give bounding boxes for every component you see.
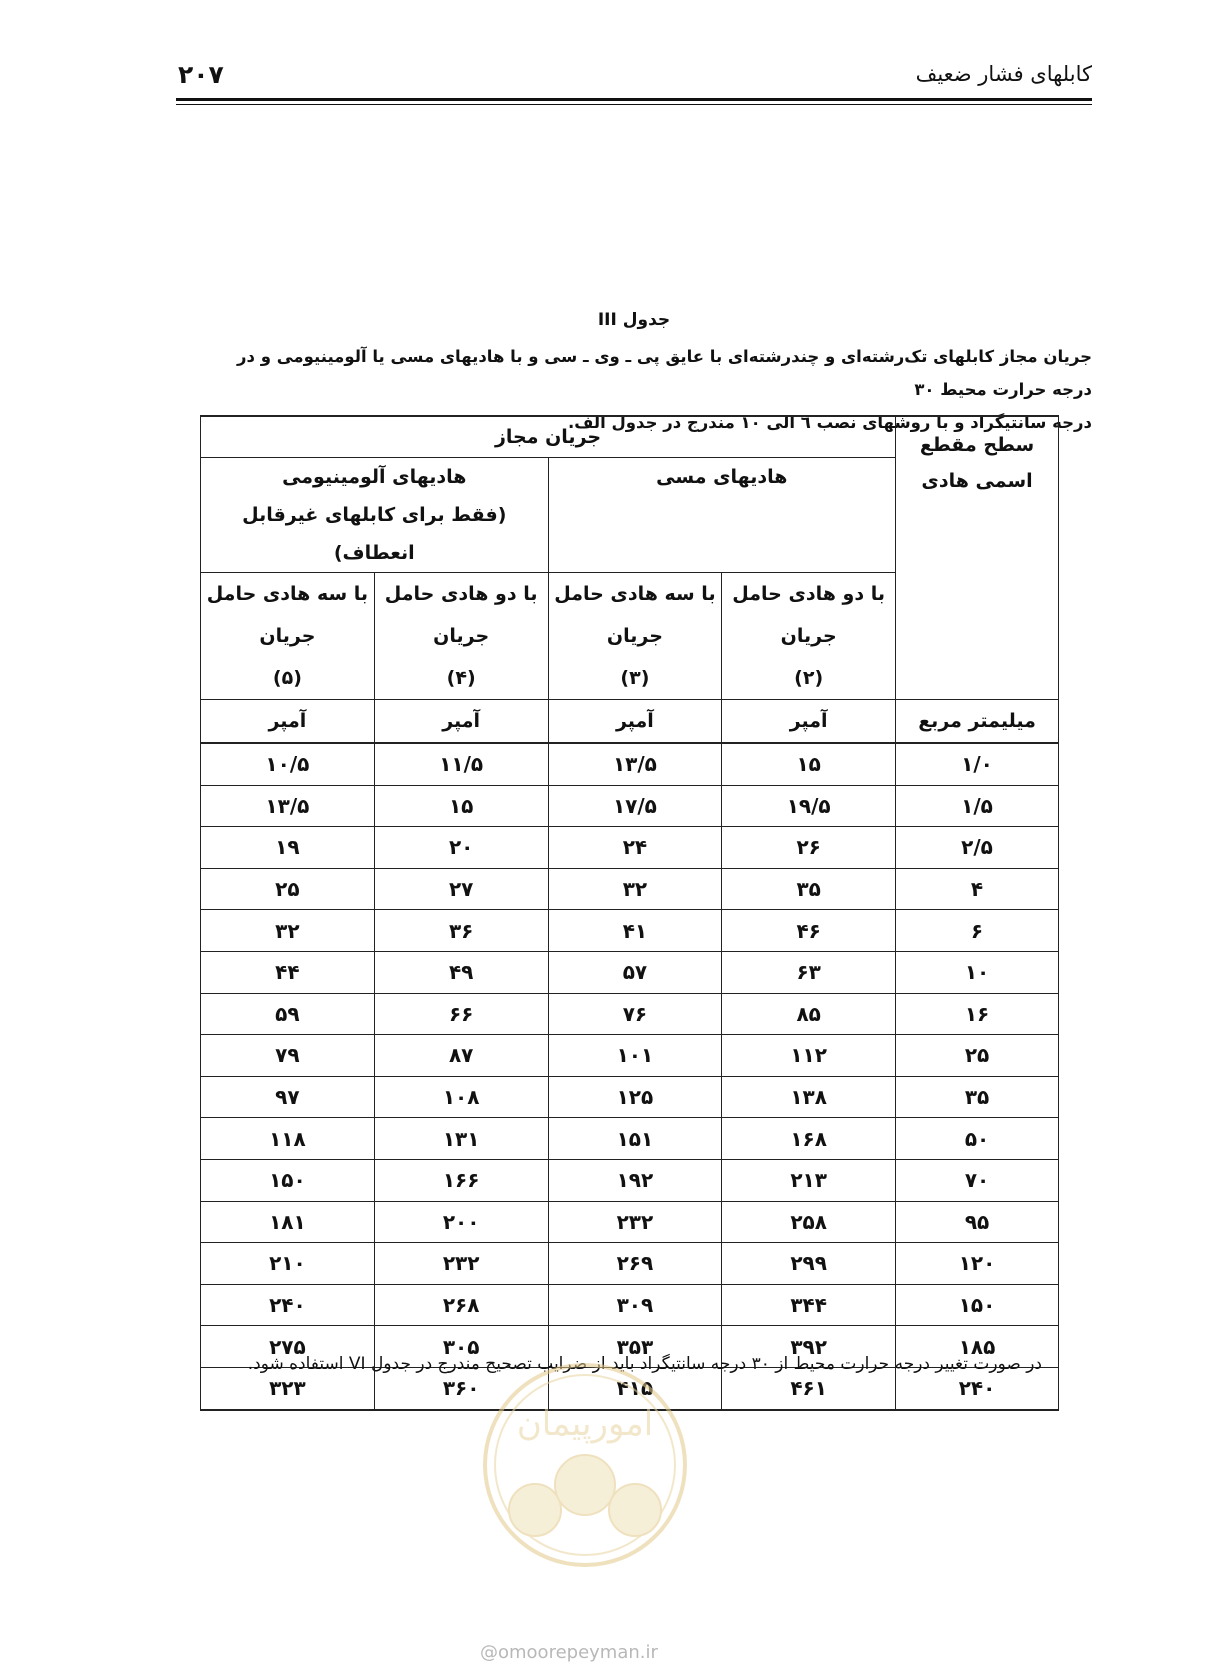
table-cell-col1: ۱۸۵: [896, 1326, 1059, 1368]
watermark-seal: [480, 1360, 690, 1570]
table-cell-col4: ۸۷: [374, 1035, 548, 1077]
watermark-text: امورپیمان: [516, 1404, 654, 1444]
header-rule-thin: [176, 104, 1092, 105]
table-cell-col4: ۳۰۵: [374, 1326, 548, 1368]
table-cell-col1: ۱/۵: [896, 785, 1059, 827]
table-cell-col4: ۲۶۸: [374, 1284, 548, 1326]
caption-line-2: درجه سانتیگراد و با روشهای نصب ٦ الی ۱۰ مندرج در جدول الف.: [567, 413, 1092, 432]
subheader-col4: [374, 573, 548, 700]
table-cell-col4: ۱۶۶: [374, 1159, 548, 1201]
table-cell-col2: ۳۹۲: [722, 1326, 896, 1368]
table-cell-col3: ۵۷: [548, 951, 722, 993]
aluminum-group-label: هادیهای آلومینیومی: [282, 466, 467, 488]
table-row: [201, 910, 1059, 952]
table-cell-col5: ۳۲۳: [201, 1367, 375, 1409]
table-row: [201, 868, 1059, 910]
table-cell-col3: ۲۴: [548, 827, 722, 869]
table-heading: جدول III: [597, 310, 671, 330]
table-cell-col1: ۴: [896, 868, 1059, 910]
table-cell-col2: ۳۵: [722, 868, 896, 910]
running-title: کابلهای فشار ضعیف: [915, 62, 1092, 86]
table-cell-col4: ۱۵: [374, 785, 548, 827]
table-cell-col4: ۳۶۰: [374, 1367, 548, 1409]
table-row: [201, 1284, 1059, 1326]
table-cell-col1: ۱/۰: [896, 743, 1059, 785]
col-cross-section-header: [896, 416, 1059, 700]
table-cell-col5: ۲۱۰: [201, 1243, 375, 1285]
table-cell-col2: ۳۴۴: [722, 1284, 896, 1326]
copper-group-label: هادیهای مسی: [656, 466, 788, 488]
table-cell-col1: ۱۰: [896, 951, 1059, 993]
table-row: [201, 1243, 1059, 1285]
subheader-col5-num: (۵): [272, 667, 302, 689]
table-cell-col5: ۱۱۸: [201, 1118, 375, 1160]
table-row: [201, 1076, 1059, 1118]
table-cell-col4: ۲۷: [374, 868, 548, 910]
table-row: [201, 1159, 1059, 1201]
aluminum-group-note: (فقط برای کابلهای غیرقابل انعطاف): [242, 504, 507, 564]
table-cell-col3: ۲۳۲: [548, 1201, 722, 1243]
table-row: [201, 1118, 1059, 1160]
table-row: [201, 827, 1059, 869]
table-cell-col3: ۳۲: [548, 868, 722, 910]
ampacity-table: [200, 415, 1059, 1411]
subheader-col2-num: (۲): [794, 667, 824, 689]
table-cell-col1: ۷۰: [896, 1159, 1059, 1201]
table-cell-col1: ۵۰: [896, 1118, 1059, 1160]
page-header: [176, 52, 1092, 100]
table-cell-col5: ۱۳/۵: [201, 785, 375, 827]
subheader-col3-line1: با سه هادی حامل: [554, 583, 716, 605]
table-cell-col2: ۸۵: [722, 993, 896, 1035]
table-cell-col1: ۲/۵: [896, 827, 1059, 869]
footnote: در صورت تغییر درجه حرارت محیط از ۳۰ درجه سانتیگراد باید از ضرایب تصحیح مندرج در جدول VI استفاده شود.: [247, 1354, 1042, 1374]
site-footer: @omoorepeyman.ir: [480, 1642, 658, 1663]
table-cell-col4: ۴۹: [374, 951, 548, 993]
subheader-col4-num: (۴): [446, 667, 476, 689]
table-body: [201, 743, 1059, 1410]
table-row: [201, 1201, 1059, 1243]
table-cell-col2: ۱۳۸: [722, 1076, 896, 1118]
table-cell-col4: ۳۶: [374, 910, 548, 952]
unit-col4: آمپر: [374, 700, 548, 744]
table-cell-col1: ۱۵۰: [896, 1284, 1059, 1326]
table-cell-col3: ۱۹۲: [548, 1159, 722, 1201]
table-cell-col5: ۱۰/۵: [201, 743, 375, 785]
table-cell-col4: ۱۳۱: [374, 1118, 548, 1160]
table-cell-col1: ۲۴۰: [896, 1367, 1059, 1409]
table-cell-col1: ۳۵: [896, 1076, 1059, 1118]
allowed-current-header: جریان مجاز: [201, 416, 896, 458]
table-cell-col2: ۱۶۸: [722, 1118, 896, 1160]
col1-header-line1: سطح مقطع: [919, 434, 1035, 456]
table-cell-col2: ۱۱۲: [722, 1035, 896, 1077]
table-cell-col2: ۲۱۳: [722, 1159, 896, 1201]
table-cell-col3: ۴۱: [548, 910, 722, 952]
table-cell-col2: ۲۹۹: [722, 1243, 896, 1285]
table-cell-col1: ۲۵: [896, 1035, 1059, 1077]
table-cell-col2: ۲۵۸: [722, 1201, 896, 1243]
aluminum-group-header: [201, 458, 549, 573]
table-cell-col5: ۴۴: [201, 951, 375, 993]
table-row: [201, 951, 1059, 993]
table-cell-col5: ۷۹: [201, 1035, 375, 1077]
subheader-col5-line1: با سه هادی حامل: [206, 583, 369, 605]
table-cell-col4: ۲۳۲: [374, 1243, 548, 1285]
table-cell-col5: ۹۷: [201, 1076, 375, 1118]
unit-col1: میلیمتر مربع: [896, 700, 1059, 744]
table-cell-col5: ۱۹: [201, 827, 375, 869]
table-cell-col4: ۲۰۰: [374, 1201, 548, 1243]
table-cell-col5: ۱۸۱: [201, 1201, 375, 1243]
table-cell-col3: ۱۲۵: [548, 1076, 722, 1118]
table-cell-col2: ۶۳: [722, 951, 896, 993]
table-cell-col5: ۵۹: [201, 993, 375, 1035]
table-cell-col5: ۱۵۰: [201, 1159, 375, 1201]
page-number: ۲۰۷: [178, 60, 224, 89]
unit-col2: آمپر: [722, 700, 896, 744]
subheader-col3-num: (۳): [620, 667, 650, 689]
subheader-col5-line2: جریان: [259, 625, 316, 647]
subheader-col5: [201, 573, 375, 700]
caption-line-1: جریان مجاز کابلهای تک‌رشته‌ای و چندرشته‌ای با عایق پی ـ وی ـ سی و با هادیهای مسی یا آلومینیومی و در درجه حرارت محیط ۳۰: [237, 347, 1092, 399]
table-cell-col3: ۲۶۹: [548, 1243, 722, 1285]
col1-header-line2: اسمی هادی: [921, 470, 1033, 492]
table-cell-col2: ۱۵: [722, 743, 896, 785]
subheader-col2-line2: جریان: [780, 625, 837, 647]
subheader-col2-line1: با دو هادی حامل: [732, 583, 885, 605]
table-cell-col5: ۲۷۵: [201, 1326, 375, 1368]
copper-group-header: [548, 458, 896, 573]
subheader-col4-line1: با دو هادی حامل: [384, 583, 538, 605]
unit-col3: آمپر: [548, 700, 722, 744]
subheader-col3: [548, 573, 722, 700]
table-cell-col5: ۳۲: [201, 910, 375, 952]
table-row: [201, 743, 1059, 785]
table-cell-col3: ۱۷/۵: [548, 785, 722, 827]
subheader-col2: [722, 573, 896, 700]
table-cell-col3: ۱۰۱: [548, 1035, 722, 1077]
table-cell-col4: ۲۰: [374, 827, 548, 869]
table-cell-col3: ۱۳/۵: [548, 743, 722, 785]
table-cell-col2: ۱۹/۵: [722, 785, 896, 827]
table-row: [201, 993, 1059, 1035]
table-cell-col5: ۲۵: [201, 868, 375, 910]
table-cell-col4: ۶۶: [374, 993, 548, 1035]
table-cell-col4: ۱۰۸: [374, 1076, 548, 1118]
subheader-col4-line2: جریان: [433, 625, 490, 647]
table-cell-col3: ۱۵۱: [548, 1118, 722, 1160]
table-cell-col3: ۴۱۵: [548, 1367, 722, 1409]
table-cell-col2: ۲۶: [722, 827, 896, 869]
table-cell-col2: ۴۶۱: [722, 1367, 896, 1409]
table-cell-col5: ۲۴۰: [201, 1284, 375, 1326]
table-cell-col1: ۱۲۰: [896, 1243, 1059, 1285]
subheader-col3-line2: جریان: [606, 625, 663, 647]
table-cell-col1: ۱۶: [896, 993, 1059, 1035]
unit-col5: آمپر: [201, 700, 375, 744]
table-cell-col4: ۱۱/۵: [374, 743, 548, 785]
table-row: [201, 785, 1059, 827]
table-cell-col1: ۶: [896, 910, 1059, 952]
table-cell-col3: ۳۵۳: [548, 1326, 722, 1368]
table-row: [201, 1035, 1059, 1077]
table-cell-col1: ۹۵: [896, 1201, 1059, 1243]
table-cell-col3: ۷۶: [548, 993, 722, 1035]
table-cell-col3: ۳۰۹: [548, 1284, 722, 1326]
table-cell-col2: ۴۶: [722, 910, 896, 952]
header-rule-thick: [176, 98, 1092, 101]
